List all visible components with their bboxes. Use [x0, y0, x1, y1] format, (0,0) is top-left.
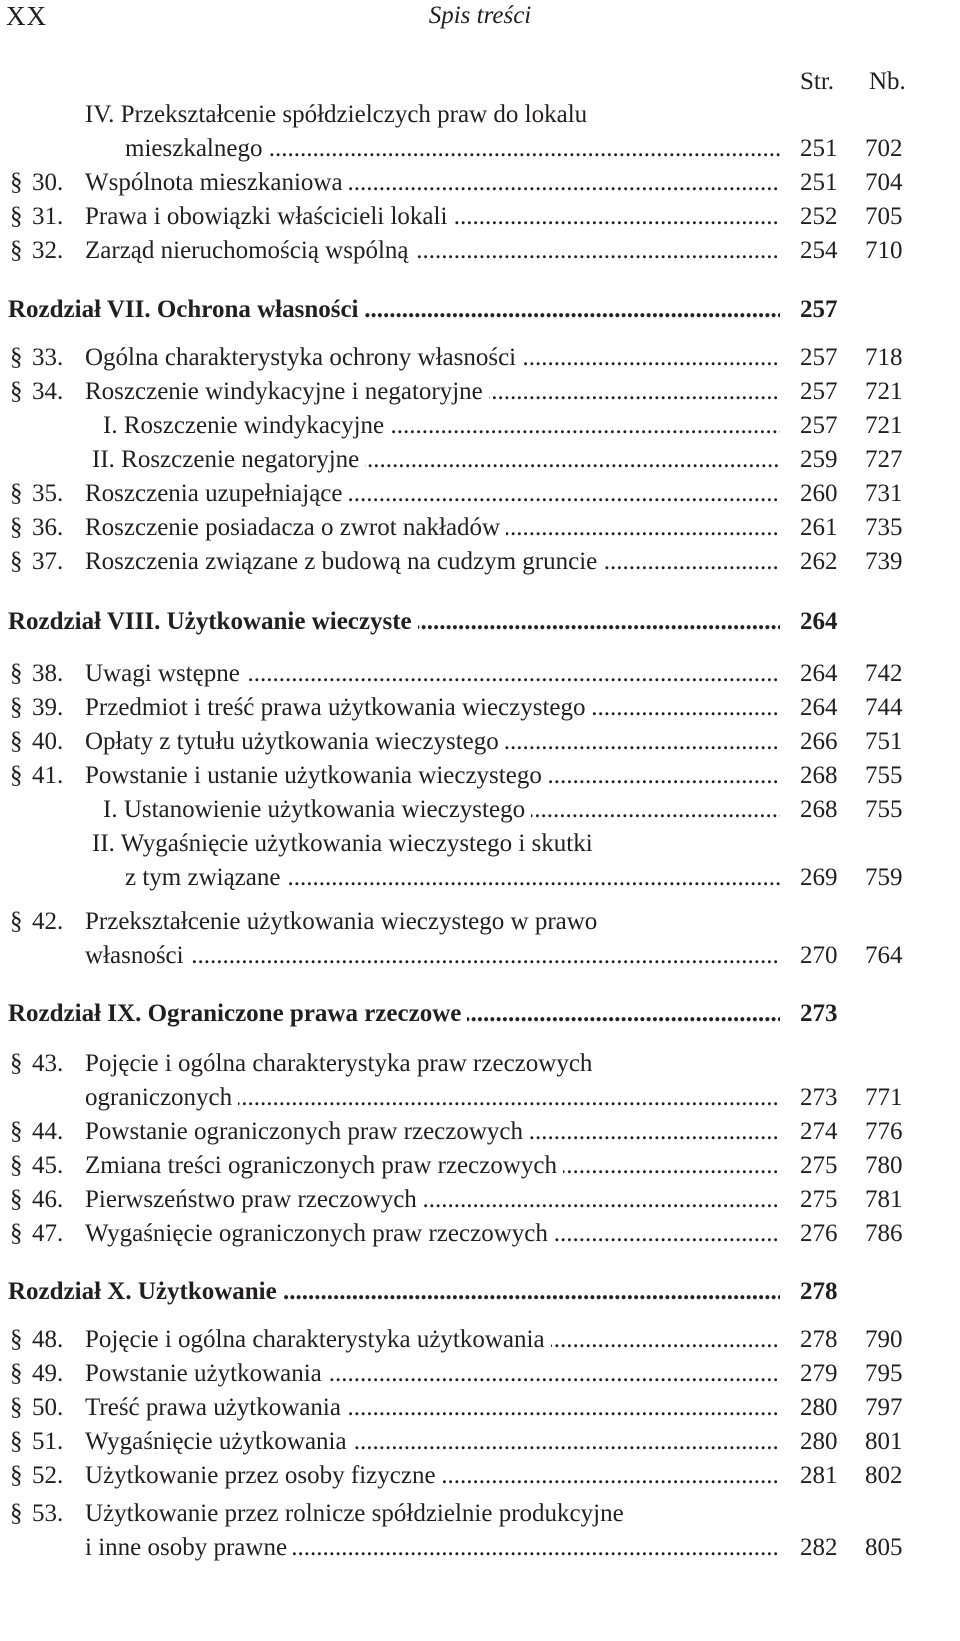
toc-row [0, 375, 960, 409]
margin-number-ref: 771 [865, 1084, 903, 1111]
page-ref: 257 [800, 344, 838, 371]
entry-text: Rozdział IX. Ograniczone prawa rzeczowe [8, 1000, 467, 1027]
section-number [10, 1217, 74, 1251]
page-ref: 259 [800, 446, 838, 473]
margin-number-ref: 781 [865, 1186, 903, 1213]
entry-text: Uwagi wstępne [85, 660, 246, 687]
entry-text: i inne osoby prawne [85, 1534, 293, 1561]
page-ref: 269 [800, 864, 838, 891]
margin-number-ref: 751 [865, 728, 903, 755]
margin-number-ref: 790 [865, 1326, 903, 1353]
section-number [10, 759, 74, 793]
section-sign-icon: § [10, 548, 23, 575]
margin-number-ref: 780 [865, 1152, 903, 1179]
toc-row [0, 1459, 960, 1493]
toc-row [0, 409, 960, 443]
section-number [10, 725, 74, 759]
toc-row [0, 1217, 960, 1251]
section-number-value: 41. [32, 762, 64, 789]
section-sign-icon: § [10, 1050, 23, 1077]
margin-number-ref: 721 [865, 412, 903, 439]
entry-text: Roszczenia związane z budową na cudzym gruncie [85, 548, 603, 575]
page-ref: 264 [800, 660, 838, 687]
section-number-value: 34. [32, 378, 64, 405]
section-number [10, 1459, 74, 1493]
entry-title [85, 1459, 780, 1493]
section-sign-icon: § [10, 1152, 23, 1179]
entry-title [85, 234, 780, 268]
page-ref: 275 [800, 1152, 838, 1179]
entry-title [85, 759, 780, 793]
toc-row [0, 1391, 960, 1425]
page-ref: 268 [800, 762, 838, 789]
margin-number-ref: 805 [865, 1534, 903, 1561]
entry-title [85, 725, 780, 759]
margin-number-ref: 742 [865, 660, 903, 687]
toc-row [0, 725, 960, 759]
margin-number-ref: 710 [865, 237, 903, 264]
toc-row [0, 1149, 960, 1183]
page-ref: 278 [800, 1326, 838, 1353]
entry-text: Pierwszeństwo praw rzeczowych [85, 1186, 423, 1213]
entry-text: Ogólna charakterystyka ochrony własności [85, 344, 522, 371]
section-number-value: 35. [32, 480, 64, 507]
entry-text: Treść prawa użytkowania [85, 1394, 347, 1421]
entry-title [85, 166, 780, 200]
entry-text: I. Roszczenie windykacyjne [103, 412, 390, 439]
entry-text: Wspólnota mieszkaniowa [85, 169, 349, 196]
page-ref: 254 [800, 237, 838, 264]
section-sign-icon: § [10, 1462, 23, 1489]
section-number [10, 657, 74, 691]
entry-title [85, 1357, 780, 1391]
toc-row [0, 861, 960, 895]
margin-number-ref: 755 [865, 762, 903, 789]
toc-row [0, 98, 960, 132]
margin-number-ref: 702 [865, 135, 903, 162]
section-sign-icon: § [10, 1220, 23, 1247]
entry-text: ograniczonych [85, 1084, 238, 1111]
section-sign-icon: § [10, 1326, 23, 1353]
page-ref: 279 [800, 1360, 838, 1387]
section-number-value: 52. [32, 1462, 64, 1489]
margin-number-ref: 755 [865, 796, 903, 823]
margin-number-ref: 744 [865, 694, 903, 721]
toc-row [0, 793, 960, 827]
entry-text: Rozdział VII. Ochrona własności [8, 296, 365, 323]
section-sign-icon: § [10, 1394, 23, 1421]
entry-title [85, 1149, 780, 1183]
section-number [10, 200, 74, 234]
section-number-value: 42. [32, 908, 64, 935]
entry-text: z tym związane [125, 864, 286, 891]
entry-text: Zarząd nieruchomością wspólną [85, 237, 415, 264]
page-ref: 268 [800, 796, 838, 823]
page-ref: 278 [800, 1278, 838, 1305]
chapter-row [0, 997, 960, 1031]
entry-text: mieszkalnego [125, 135, 268, 162]
page-ref: 252 [800, 203, 838, 230]
section-number-value: 44. [32, 1118, 64, 1145]
entry-text: Prawa i obowiązki właścicieli lokali [85, 203, 453, 230]
toc-row [0, 234, 960, 268]
entry-title [85, 1183, 780, 1217]
section-number-value: 49. [32, 1360, 64, 1387]
chapter-row [0, 1275, 960, 1309]
entry-title [85, 1081, 780, 1115]
entry-title [85, 98, 780, 132]
margin-number-ref: 718 [865, 344, 903, 371]
section-number-value: 43. [32, 1050, 64, 1077]
page-ref: 264 [800, 694, 838, 721]
entry-title [85, 657, 780, 691]
entry-title [103, 793, 780, 827]
section-sign-icon: § [10, 1428, 23, 1455]
entry-title [125, 861, 780, 895]
toc-row [0, 1531, 960, 1565]
toc-row [0, 1425, 960, 1459]
entry-title [85, 1497, 780, 1531]
entry-text: II. Wygaśnięcie użytkowania wieczystego i skutki [92, 830, 599, 857]
section-number-value: 45. [32, 1152, 64, 1179]
section-number [10, 375, 74, 409]
toc-row [0, 1497, 960, 1531]
margin-number-ref: 735 [865, 514, 903, 541]
section-number-value: 40. [32, 728, 64, 755]
page-ref: 264 [800, 608, 838, 635]
toc-row [0, 1183, 960, 1217]
margin-number-ref: 764 [865, 942, 903, 969]
entry-text: Zmiana treści ograniczonych praw rzeczowych [85, 1152, 563, 1179]
margin-number-ref: 759 [865, 864, 903, 891]
toc-row [0, 1081, 960, 1115]
section-number [10, 1183, 74, 1217]
toc-row [0, 1357, 960, 1391]
section-number [10, 1323, 74, 1357]
section-sign-icon: § [10, 1186, 23, 1213]
section-sign-icon: § [10, 203, 23, 230]
entry-title [85, 1047, 780, 1081]
section-number-value: 48. [32, 1326, 64, 1353]
margin-number-ref: 801 [865, 1428, 903, 1455]
page-ref: 280 [800, 1428, 838, 1455]
toc-row [0, 166, 960, 200]
entry-title [85, 1531, 780, 1565]
toc-row [0, 477, 960, 511]
chapter-row [0, 605, 960, 639]
entry-title [85, 905, 780, 939]
entry-title [92, 443, 780, 477]
page-ref: 273 [800, 1000, 838, 1027]
margin-number-ref: 797 [865, 1394, 903, 1421]
page-number: XX [6, 1, 47, 31]
margin-number-ref: 727 [865, 446, 903, 473]
margin-number-ref: 721 [865, 378, 903, 405]
chapter-title [8, 1275, 780, 1309]
entry-title [85, 341, 780, 375]
toc-row [0, 905, 960, 939]
chapter-row [0, 293, 960, 327]
section-number-value: 39. [32, 694, 64, 721]
section-sign-icon: § [10, 514, 23, 541]
entry-text: II. Roszczenie negatoryjne [92, 446, 365, 473]
section-sign-icon: § [10, 480, 23, 507]
page-ref: 281 [800, 1462, 838, 1489]
section-sign-icon: § [10, 344, 23, 371]
chapter-title [8, 293, 780, 327]
margin-number-ref: 802 [865, 1462, 903, 1489]
entry-title [85, 1425, 780, 1459]
entry-text: Rozdział VIII. Użytkowanie wieczyste [8, 608, 418, 635]
entry-title [85, 939, 780, 973]
margin-number-ref: 704 [865, 169, 903, 196]
page-ref: 280 [800, 1394, 838, 1421]
section-number [10, 477, 74, 511]
section-sign-icon: § [10, 1500, 23, 1527]
entry-title [85, 477, 780, 511]
entry-text: Roszczenie posiadacza o zwrot nakładów [85, 514, 506, 541]
section-sign-icon: § [10, 1360, 23, 1387]
entry-text: Powstanie i ustanie użytkowania wieczystego [85, 762, 548, 789]
section-number [10, 1391, 74, 1425]
entry-text: Opłaty z tytułu użytkowania wieczystego [85, 728, 505, 755]
margin-number-ref: 731 [865, 480, 903, 507]
toc-row [0, 443, 960, 477]
page-ref: 257 [800, 412, 838, 439]
section-sign-icon: § [10, 660, 23, 687]
entry-title [85, 1391, 780, 1425]
entry-text: Przedmiot i treść prawa użytkowania wieczystego [85, 694, 592, 721]
section-sign-icon: § [10, 694, 23, 721]
page-ref: 274 [800, 1118, 838, 1145]
entry-title [103, 409, 780, 443]
section-sign-icon: § [10, 169, 23, 196]
margin-number-ref: 776 [865, 1118, 903, 1145]
entry-title [92, 827, 780, 861]
section-number-value: 50. [32, 1394, 64, 1421]
section-sign-icon: § [10, 378, 23, 405]
entry-text: Rozdział X. Użytkowanie [8, 1278, 283, 1305]
page-ref: 282 [800, 1534, 838, 1561]
page-ref: 270 [800, 942, 838, 969]
entry-title [85, 375, 780, 409]
section-number-value: 37. [32, 548, 64, 575]
chapter-title [8, 997, 780, 1031]
page-ref: 257 [800, 378, 838, 405]
entry-text: własności [85, 942, 190, 969]
entry-text: Użytkowanie przez rolnicze spółdzielnie produkcyjne [85, 1500, 630, 1527]
page-ref: 276 [800, 1220, 838, 1247]
section-number [10, 166, 74, 200]
section-sign-icon: § [10, 728, 23, 755]
entry-title [85, 511, 780, 545]
entry-text: Roszczenie windykacyjne i negatoryjne [85, 378, 489, 405]
page-ref: 251 [800, 169, 838, 196]
section-number [10, 1497, 74, 1531]
entry-text: Pojęcie i ogólna charakterystyka użytkowania [85, 1326, 551, 1353]
toc-row [0, 1115, 960, 1149]
entry-text: Roszczenia uzupełniające [85, 480, 349, 507]
section-number [10, 691, 74, 725]
page-header [0, 0, 960, 40]
section-number [10, 1357, 74, 1391]
toc-row [0, 545, 960, 579]
section-number [10, 1115, 74, 1149]
entry-text: Wygaśnięcie ograniczonych praw rzeczowych [85, 1220, 554, 1247]
entry-title [85, 1217, 780, 1251]
section-number [10, 905, 74, 939]
page-ref: 275 [800, 1186, 838, 1213]
section-number [10, 341, 74, 375]
entry-text: I. Ustanowienie użytkowania wieczystego [103, 796, 531, 823]
section-number-value: 33. [32, 344, 64, 371]
section-number-value: 47. [32, 1220, 64, 1247]
entry-text: Powstanie ograniczonych praw rzeczowych [85, 1118, 529, 1145]
column-header-str: Str. [800, 68, 835, 95]
page-ref: 260 [800, 480, 838, 507]
running-title: Spis treści [428, 2, 532, 29]
section-number [10, 234, 74, 268]
toc-row [0, 1323, 960, 1357]
margin-number-ref: 739 [865, 548, 903, 575]
section-number-value: 46. [32, 1186, 64, 1213]
page-ref: 273 [800, 1084, 838, 1111]
section-number [10, 511, 74, 545]
toc-row [0, 759, 960, 793]
entry-title [85, 545, 780, 579]
entry-title [85, 1323, 780, 1357]
toc-row [0, 511, 960, 545]
section-number-value: 31. [32, 203, 64, 230]
margin-number-ref: 786 [865, 1220, 903, 1247]
section-number-value: 32. [32, 237, 64, 264]
entry-title [125, 132, 780, 166]
toc-row [0, 132, 960, 166]
entry-text: Wygaśnięcie użytkowania [85, 1428, 353, 1455]
entry-text: Przekształcenie użytkowania wieczystego w prawo [85, 908, 603, 935]
toc-row [0, 827, 960, 861]
section-number-value: 53. [32, 1500, 64, 1527]
page-ref: 251 [800, 135, 838, 162]
section-number-value: 38. [32, 660, 64, 687]
page-ref: 257 [800, 296, 838, 323]
toc-row [0, 691, 960, 725]
entry-text: Pojęcie i ogólna charakterystyka praw rzeczowych [85, 1050, 598, 1077]
entry-title [85, 1115, 780, 1149]
section-sign-icon: § [10, 908, 23, 935]
entry-text: Powstanie użytkowania [85, 1360, 328, 1387]
toc-row [0, 1047, 960, 1081]
section-number [10, 1047, 74, 1081]
toc-row [0, 341, 960, 375]
page-ref: 261 [800, 514, 838, 541]
margin-number-ref: 705 [865, 203, 903, 230]
section-number-value: 51. [32, 1428, 64, 1455]
section-number [10, 1425, 74, 1459]
toc-row [0, 200, 960, 234]
section-number-value: 30. [32, 169, 64, 196]
section-number [10, 1149, 74, 1183]
toc-row [0, 657, 960, 691]
section-number-value: 36. [32, 514, 64, 541]
entry-title [85, 200, 780, 234]
section-sign-icon: § [10, 762, 23, 789]
page-ref: 262 [800, 548, 838, 575]
toc-row [0, 939, 960, 973]
entry-text: IV. Przekształcenie spółdzielczych praw do lokalu [85, 101, 593, 128]
section-sign-icon: § [10, 237, 23, 264]
section-number [10, 545, 74, 579]
column-header-nb: Nb. [869, 68, 906, 95]
entry-title [85, 691, 780, 725]
page-ref: 266 [800, 728, 838, 755]
entry-text: Użytkowanie przez osoby fizyczne [85, 1462, 442, 1489]
chapter-title [8, 605, 780, 639]
section-sign-icon: § [10, 1118, 23, 1145]
margin-number-ref: 795 [865, 1360, 903, 1387]
